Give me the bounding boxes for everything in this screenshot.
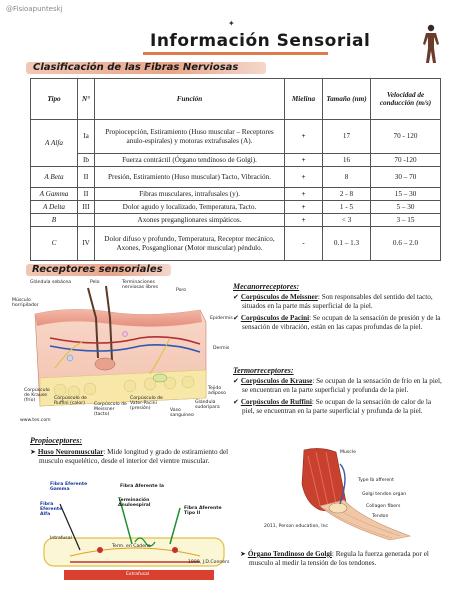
table-row — [31, 201, 441, 214]
mecano-item-pacini — [233, 314, 443, 333]
table-row — [31, 227, 441, 261]
cell-mielina: + — [285, 120, 323, 154]
label-golgi-credit: 2011, Person education, Inc — [264, 524, 329, 529]
golgi-illustration — [240, 444, 450, 544]
cell-velocidad: 70 - 120 — [371, 120, 441, 154]
cell-tamano: 17 — [323, 120, 371, 154]
cell-mielina: + — [285, 188, 323, 201]
termo-title: Termorreceptores: — [233, 366, 294, 375]
mecano-title: Mecanorreceptores: — [233, 282, 300, 291]
cell-mielina: - — [285, 227, 323, 261]
cell-n: III — [78, 201, 95, 214]
label-poro: Poro — [176, 288, 187, 293]
cell-mielina: + — [285, 154, 323, 167]
cell-n: Ib — [78, 154, 95, 167]
label-gamma: Fibra Eferente Gamma — [50, 482, 88, 492]
label-anulo: Terminación Anuloespiral — [118, 498, 151, 508]
golgi-name: Órgano Tendinoso de Golgi — [247, 550, 332, 558]
cell-mielina: + — [285, 201, 323, 214]
check-icon: ✔ — [233, 377, 241, 385]
label-pelo: Pelo — [90, 280, 100, 285]
golgi-diagram — [240, 444, 450, 544]
cell-tipo: B — [31, 214, 78, 227]
col-header-funcion: Función — [95, 79, 285, 120]
cell-velocidad: 30 – 70 — [371, 167, 441, 188]
cell-tipo: A Alfa — [31, 120, 78, 167]
label-cadena: Term. en Cadena — [112, 544, 151, 549]
section2-title: Receptores sensoriales — [32, 264, 163, 275]
cell-tipo: A Beta — [31, 167, 78, 188]
cell-funcion: Dolor difuso y profundo, Temperatura, Receptor mecánico, Axones, Posganglionar (Motor muscular) péndulo. — [95, 227, 285, 261]
table-row — [31, 120, 441, 154]
label-intrafusal: Intrafusal — [50, 536, 72, 541]
label-spindle-credit: 1999, J.D.Conners — [188, 560, 230, 565]
ruffini-name: Corpúsculos de Ruffini — [240, 397, 312, 406]
cell-n: IV — [78, 227, 95, 261]
proprio-block — [30, 436, 230, 467]
label-epidermis: Epidermis — [210, 316, 233, 321]
watermark: @Fisioapunteskj — [6, 5, 63, 13]
label-meissner: Corpúsculo de Meissner (tacto) — [94, 402, 127, 417]
cell-tamano: 2 - 8 — [323, 188, 371, 201]
cell-tipo: A Delta — [31, 201, 78, 214]
cell-funcion: Dolor agudo y localizado, Temperatura, Tacto. — [95, 201, 285, 214]
pacini-name: Corpúsculos de Pacini — [240, 313, 310, 322]
label-extrafusal: Extrafusal — [126, 572, 150, 577]
huso-text: : Mide longitud y grado de estiramiento del musculo esquelético, desde el interior del vientre muscular. — [39, 448, 229, 466]
table-row — [31, 188, 441, 201]
cell-n: Ia — [78, 120, 95, 154]
huso-name: Huso Neuromuscular — [37, 448, 104, 456]
star-icon: ✦ — [228, 19, 235, 28]
meissner-name: Corpúsculos de Meissner — [240, 293, 318, 301]
label-type1b: Type Ib afferent — [358, 478, 394, 483]
cell-velocidad: 15 – 30 — [371, 188, 441, 201]
section1-title: Clasificación de las Fibras Nerviosas — [33, 62, 239, 73]
cell-tamano: 1 - 5 — [323, 201, 371, 214]
human-figure-icon — [418, 24, 444, 64]
col-header-n: N° — [78, 79, 95, 120]
label-capsule: Golgi tendon organ — [362, 492, 407, 497]
krause-text: : Se ocupan de la sensación de frío en la piel, se encuentran en la parte superficial y profunda de la piel. — [242, 377, 442, 395]
ruffini-text: : Se ocupan de la sensación de calor de la piel, se encuentran en la parte superficial y profunda de la piel. — [242, 397, 432, 416]
cell-n: II — [78, 167, 95, 188]
col-header-tipo: Tipo — [31, 79, 78, 120]
cell-funcion: Presión, Estiramiento (Huso muscular) Tacto, Vibración. — [95, 167, 285, 188]
col-header-mielina: Mielina — [285, 79, 323, 120]
col-header-velocidad: Velocidad de conducción (m/s) — [371, 79, 441, 120]
cell-n: II — [78, 188, 95, 201]
table-header-row — [31, 79, 441, 120]
label-tendon: Tendon — [372, 514, 389, 519]
table-row — [31, 214, 441, 227]
cell-mielina: + — [285, 214, 323, 227]
label-vaso: Vaso sanguíneo — [170, 408, 194, 418]
termo-block — [233, 366, 443, 416]
mecano-item-meissner — [233, 293, 443, 312]
cell-tamano: 0.1 – 1.3 — [323, 227, 371, 261]
cell-velocidad: 0.6 – 2.0 — [371, 227, 441, 261]
cell-n — [78, 214, 95, 227]
label-sudoripara: Glándula sudorípara — [195, 400, 220, 410]
cell-funcion: Axones preganglionares simpáticos. — [95, 214, 285, 227]
termo-item-krause — [233, 377, 443, 396]
label-glandula-sebacea: Glándula sebácea — [30, 280, 72, 285]
check-icon: ✔ — [233, 293, 241, 301]
table-row — [31, 154, 441, 167]
col-header-tamano: Tamaño (nm) — [323, 79, 371, 120]
spindle-diagram — [40, 480, 230, 588]
cell-mielina: + — [285, 167, 323, 188]
huso-item — [30, 448, 230, 467]
label-alfa: Fibra Eferente Alfa — [40, 502, 63, 517]
golgi-text: : Regula la fuerza generada por el musculo al medir la tensión de los tendones. — [249, 550, 429, 568]
cell-tamano: < 3 — [323, 214, 371, 227]
cell-tipo: C — [31, 227, 78, 261]
skin-diagram — [10, 278, 233, 428]
fiber-table — [30, 78, 441, 261]
table-row — [31, 167, 441, 188]
cell-velocidad: 3 – 15 — [371, 214, 441, 227]
cell-velocidad: 5 – 30 — [371, 201, 441, 214]
label-pacini: Corpúsculo de Vater-Pacini (presión) — [130, 396, 163, 411]
label-tipo2: Fibra Aferente Tipo II — [184, 506, 222, 516]
page-title: Información Sensorial — [150, 31, 371, 51]
arrow-icon: ➤ — [240, 550, 248, 558]
meissner-text: : Son responsables del sentido del tacto, situados en la parte más superficial de la piel. — [242, 293, 433, 311]
cell-velocidad: 70 -120 — [371, 154, 441, 167]
label-terminaciones: Terminaciones nerviosas libres — [122, 280, 158, 290]
krause-name: Corpúsculos de Krause — [240, 377, 313, 385]
cell-funcion: Fuerza contráctil (Órgano tendinoso de Golgi). — [95, 154, 285, 167]
label-ruffini: Corpúsculo de Ruffini (calor) — [54, 396, 87, 406]
check-icon: ✔ — [233, 397, 241, 406]
pacini-text: : Se ocupan de la sensación de presión y de la sensación de vibración, están en las capas profundas de la piel. — [242, 313, 441, 332]
label-ia: Fibra Aferente Ia — [120, 484, 165, 489]
label-krause: Corpúsculo de Krause (frío) — [24, 388, 50, 403]
golgi-item — [240, 550, 455, 569]
cell-tamano: 8 — [323, 167, 371, 188]
mecano-block — [233, 282, 443, 332]
cell-funcion: Fibras musculares, intrafusales (y). — [95, 188, 285, 201]
proprio-title: Propioceptores: — [30, 436, 82, 445]
arrow-icon: ➤ — [30, 448, 38, 456]
cell-tipo: A Gamma — [31, 188, 78, 201]
title-underline — [143, 52, 328, 55]
cell-funcion: Propiocepción, Estiramiento (Huso muscular – Receptores anulo-espirales) y motoras extrafusales (A). — [95, 120, 285, 154]
check-icon: ✔ — [233, 313, 241, 322]
label-tejido-adiposo: Tejido adiposo — [208, 386, 226, 396]
cell-tamano: 16 — [323, 154, 371, 167]
termo-item-ruffini — [233, 398, 443, 417]
label-collagen: Collagen fibers — [366, 504, 401, 509]
label-dermis: Dermis — [213, 346, 230, 351]
label-musculo: Músculo horripilador — [12, 298, 39, 308]
label-muscle: Muscle — [340, 450, 356, 455]
label-source: www.tes.com — [20, 418, 51, 423]
